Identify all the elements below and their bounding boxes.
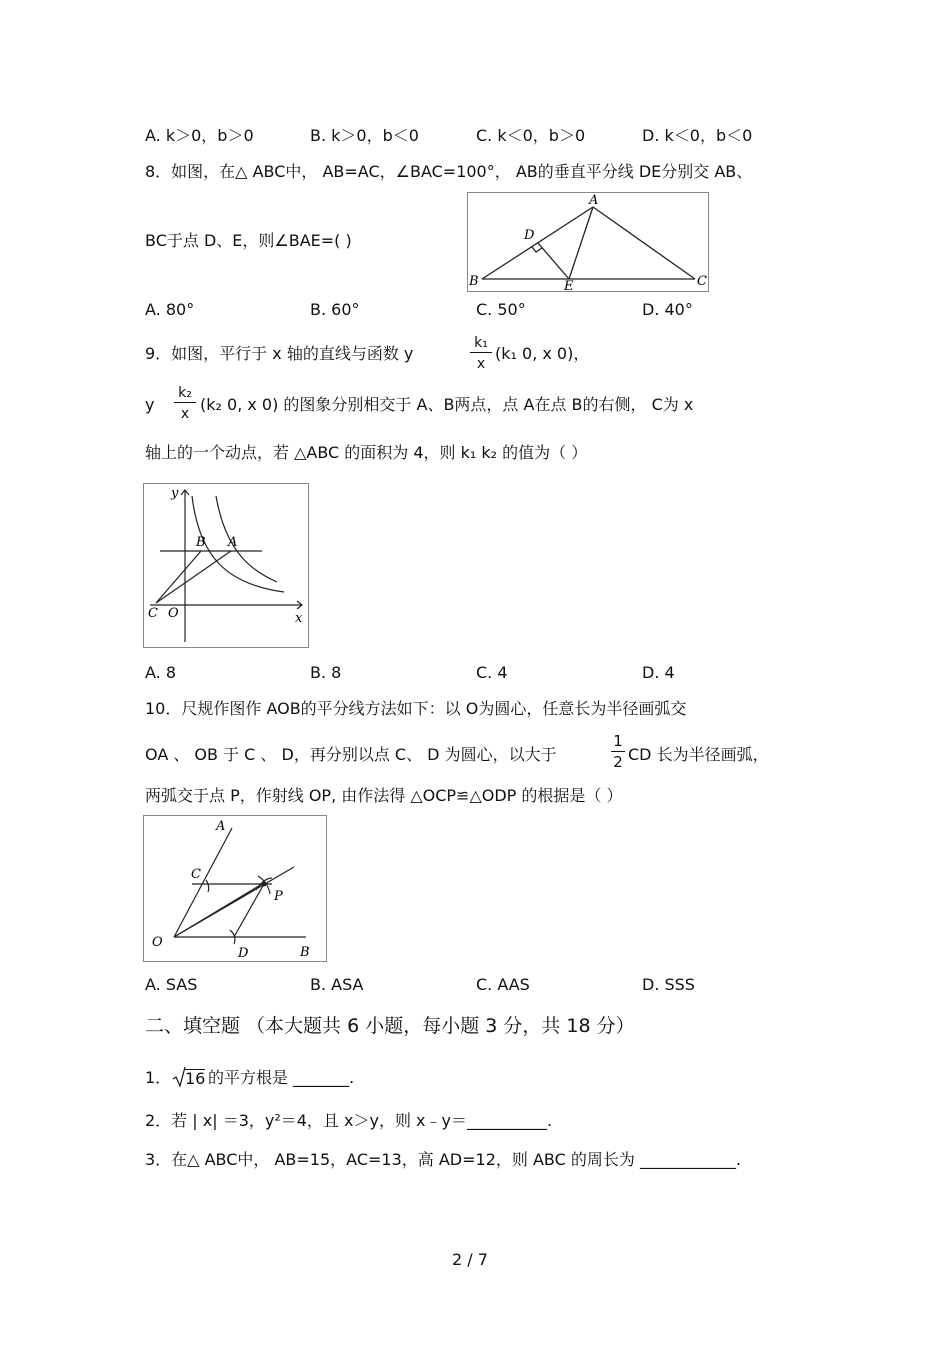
- q9-stem-line1a: 9．如图，平行于 x 轴的直线与函数 y: [145, 344, 414, 363]
- q9-k2-numerator: k₂: [178, 385, 192, 401]
- q9-label-b: B: [196, 535, 206, 550]
- q9-fraction-k1: [470, 334, 492, 371]
- q10-figure: [143, 815, 327, 962]
- q9-label-y: y: [171, 486, 179, 501]
- segment-ae: [569, 207, 593, 279]
- q10-fraction-half: [611, 733, 625, 770]
- q8-label-d: D: [524, 228, 535, 243]
- q10-label-o: O: [152, 935, 163, 950]
- q9-label-c: C: [148, 606, 158, 621]
- fill-q3: 3．在△ ABC中， AB=15，AC=13，高 AD=12，则 ABC 的周长为 ____________.: [145, 1150, 742, 1169]
- q10-label-c: C: [191, 867, 201, 882]
- sqrt-symbol-icon: [172, 1066, 186, 1088]
- fill-q1-text: 的平方根是 _______.: [208, 1068, 355, 1087]
- fill-q1-number: 1．: [145, 1068, 172, 1087]
- q9-stem-line3: 轴上的一个动点，若 △ABC 的面积为 4，则 k₁ k₂ 的值为（ ）: [145, 443, 588, 462]
- q8-option-a: A. 80°: [145, 300, 195, 319]
- q9-option-a: A. 8: [145, 663, 177, 682]
- q8-option-b: B. 60°: [310, 300, 360, 319]
- q8-label-b: B: [469, 274, 479, 289]
- q8-option-d: D. 40°: [642, 300, 693, 319]
- q9-graph-diagram: [144, 484, 308, 647]
- q9-option-d: D. 4: [642, 663, 675, 682]
- sqrt-radicand: 16: [185, 1069, 206, 1088]
- q10-label-b: B: [300, 945, 310, 960]
- q9-label-a: A: [228, 535, 238, 550]
- curve-k2: [192, 496, 284, 592]
- q10-option-a: A. SAS: [145, 975, 198, 994]
- q10-option-b: B. ASA: [310, 975, 364, 994]
- page-number: 2 / 7: [452, 1250, 488, 1269]
- q10-option-c: C. AAS: [476, 975, 530, 994]
- q9-fraction-k2: [174, 384, 196, 421]
- q8-label-e: E: [564, 279, 574, 291]
- q9-stem-line2b: (k₂ 0, x 0) 的图象分别相交于 A、B两点，点 A在点 B的右侧， C为 x: [200, 395, 694, 414]
- q7-option-b: B. k＞0，b＜0: [310, 126, 419, 145]
- q9-option-c: C. 4: [476, 663, 508, 682]
- q9-stem-line2a: y: [145, 395, 155, 414]
- segment-ab: [482, 207, 593, 279]
- q9-label-x: x: [295, 611, 303, 626]
- q8-label-c: C: [697, 274, 707, 289]
- q8-option-c: C. 50°: [476, 300, 526, 319]
- segment-ac: [593, 207, 695, 279]
- q9-stem-line1b: (k₁ 0, x 0)，: [495, 344, 590, 363]
- q7-option-a: A. k＞0，b＞0: [145, 126, 254, 145]
- right-angle-mark: [532, 247, 542, 252]
- q9-k2-denominator: x: [180, 406, 190, 422]
- q8-stem-line1: 8．如图，在△ ABC中， AB=AC，∠BAC=100°， AB的垂直平分线 DE分别交 AB、: [145, 162, 753, 181]
- q10-label-d: D: [238, 946, 249, 961]
- q10-bisector-diagram: [144, 816, 326, 961]
- q9-option-b: B. 8: [310, 663, 342, 682]
- segment-de: [538, 243, 569, 279]
- q8-stem-line2: BC于点 D、E，则∠BAE=( ): [145, 231, 352, 250]
- q10-label-p: P: [274, 889, 283, 904]
- q8-label-a: A: [589, 193, 599, 208]
- q9-figure: [143, 483, 309, 648]
- q10-option-d: D. SSS: [642, 975, 695, 994]
- q8-triangle-diagram: [468, 193, 708, 291]
- fill-q2: 2．若 | x| ＝3，y²＝4，且 x＞y，则 x﹣y＝__________.: [145, 1111, 553, 1130]
- section2-title: 二、填空题 （本大题共 6 小题，每小题 3 分，共 18 分）: [145, 1015, 635, 1037]
- q9-k1-denominator: x: [476, 356, 486, 372]
- q8-figure: [467, 192, 709, 292]
- q10-half-denominator: 2: [613, 753, 623, 771]
- arc-at-c: [206, 880, 209, 892]
- q7-option-c: C. k＜0，b＞0: [476, 126, 586, 145]
- q10-label-a: A: [216, 819, 226, 834]
- q10-stem-line2b: CD 长为半径画弧，: [628, 745, 769, 764]
- q10-stem-line1: 10．尺规作图作 AOB的平分线方法如下：以 O为圆心，任意长为半径画弧交: [145, 699, 687, 718]
- q10-stem-line2a: OA 、 OB 于 C 、 D，再分别以点 C、 D 为圆心，以大于: [145, 745, 557, 764]
- q9-k1-numerator: k₁: [474, 335, 488, 351]
- q10-half-numerator: 1: [613, 732, 623, 750]
- q10-stem-line3: 两弧交于点 P，作射线 OP, 由作法得 △OCP≌△ODP 的根据是（ ）: [145, 786, 623, 805]
- q9-label-o: O: [168, 606, 179, 621]
- q7-option-d: D. k＜0，b＜0: [642, 126, 753, 145]
- point-p: [262, 882, 267, 887]
